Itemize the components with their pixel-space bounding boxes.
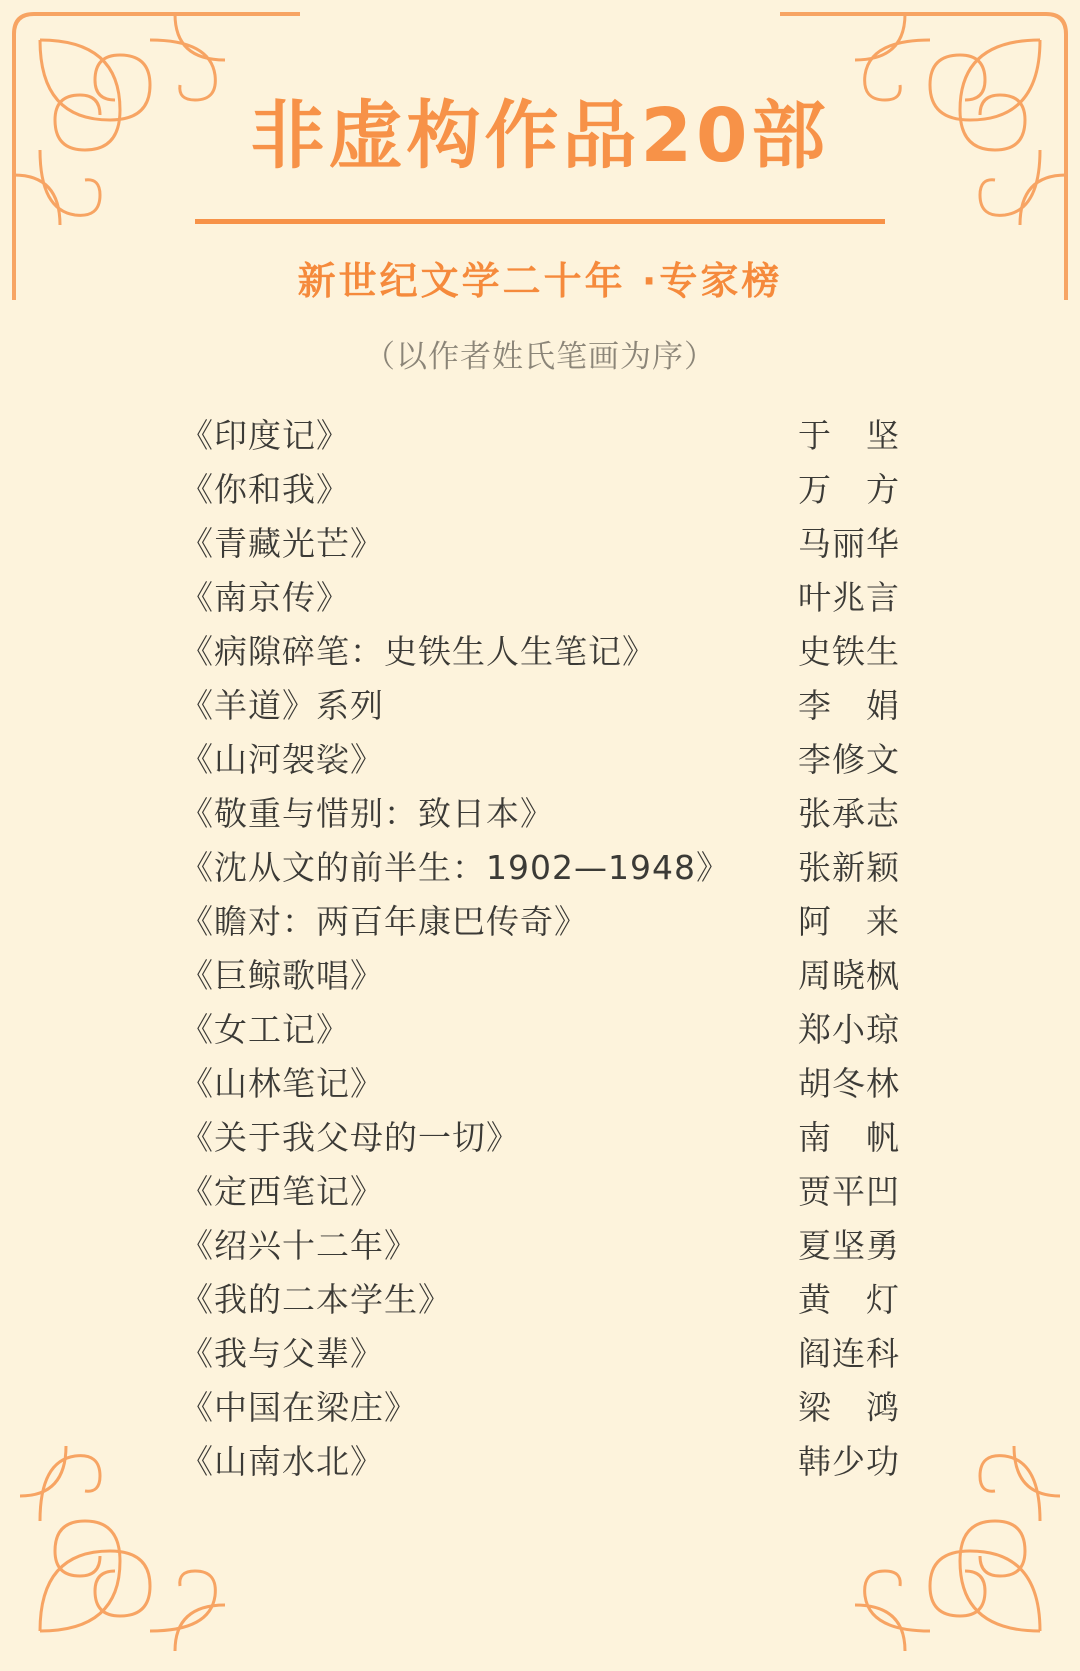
book-author: 黄 灯	[798, 1280, 900, 1320]
book-author: 万 方	[798, 470, 900, 510]
list-item	[180, 410, 900, 464]
book-title: 《定西笔记》	[180, 1172, 384, 1212]
book-author: 韩少功	[798, 1442, 900, 1482]
title-divider	[195, 219, 885, 224]
list-item	[180, 680, 900, 734]
book-author: 胡冬林	[798, 1064, 900, 1104]
book-title: 《关于我父母的一切》	[180, 1118, 520, 1158]
book-title: 《病隙碎笔：史铁生人生笔记》	[180, 632, 656, 672]
book-title: 《女工记》	[180, 1010, 350, 1050]
list-item	[180, 1328, 900, 1382]
book-title: 《山林笔记》	[180, 1064, 384, 1104]
book-author: 阎连科	[798, 1334, 900, 1374]
page-title: 非虚构作品20部	[250, 93, 830, 179]
book-author: 史铁生	[798, 632, 900, 672]
book-author: 阿 来	[798, 902, 900, 942]
book-title: 《我的二本学生》	[180, 1280, 452, 1320]
book-author: 南 帆	[798, 1118, 900, 1158]
book-author: 周晓枫	[798, 956, 900, 996]
list-item	[180, 1166, 900, 1220]
book-author: 梁 鸿	[798, 1388, 900, 1428]
book-author: 郑小琼	[798, 1010, 900, 1050]
book-author: 夏坚勇	[798, 1226, 900, 1266]
list-item	[180, 572, 900, 626]
list-item	[180, 1436, 900, 1490]
book-title: 《你和我》	[180, 470, 350, 510]
list-item	[180, 1112, 900, 1166]
page-subtitle: 新世纪文学二十年 ·专家榜	[297, 259, 783, 304]
ordering-note: （以作者姓氏笔画为序）	[364, 339, 716, 376]
list-item	[180, 842, 900, 896]
book-list	[180, 410, 900, 1490]
book-author: 贾平凹	[798, 1172, 900, 1212]
book-title: 《中国在梁庄》	[180, 1388, 418, 1428]
book-author: 李 娟	[798, 686, 900, 726]
book-author: 叶兆言	[798, 578, 900, 618]
list-item	[180, 1382, 900, 1436]
book-title: 《山南水北》	[180, 1442, 384, 1482]
list-item	[180, 950, 900, 1004]
list-item	[180, 1058, 900, 1112]
list-item	[180, 1220, 900, 1274]
book-author: 张承志	[798, 794, 900, 834]
book-title: 《沈从文的前半生：1902—1948》	[180, 848, 730, 888]
list-item	[180, 518, 900, 572]
book-title: 《绍兴十二年》	[180, 1226, 418, 1266]
poster-header	[0, 0, 1080, 376]
book-title: 《羊道》系列	[180, 686, 384, 726]
list-item	[180, 1004, 900, 1058]
book-title: 《青藏光芒》	[180, 524, 384, 564]
book-author: 张新颖	[798, 848, 900, 888]
book-title: 《敬重与惜别：致日本》	[180, 794, 554, 834]
list-item	[180, 734, 900, 788]
book-title: 《我与父辈》	[180, 1334, 384, 1374]
book-title: 《瞻对：两百年康巴传奇》	[180, 902, 588, 942]
list-item	[180, 464, 900, 518]
list-item	[180, 1274, 900, 1328]
book-author: 于 坚	[798, 416, 900, 456]
list-item	[180, 788, 900, 842]
book-title: 《南京传》	[180, 578, 350, 618]
list-item	[180, 626, 900, 680]
book-title: 《山河袈裟》	[180, 740, 384, 780]
book-author: 马丽华	[798, 524, 900, 564]
book-title: 《巨鲸歌唱》	[180, 956, 384, 996]
book-author: 李修文	[798, 740, 900, 780]
book-title: 《印度记》	[180, 416, 350, 456]
list-item	[180, 896, 900, 950]
